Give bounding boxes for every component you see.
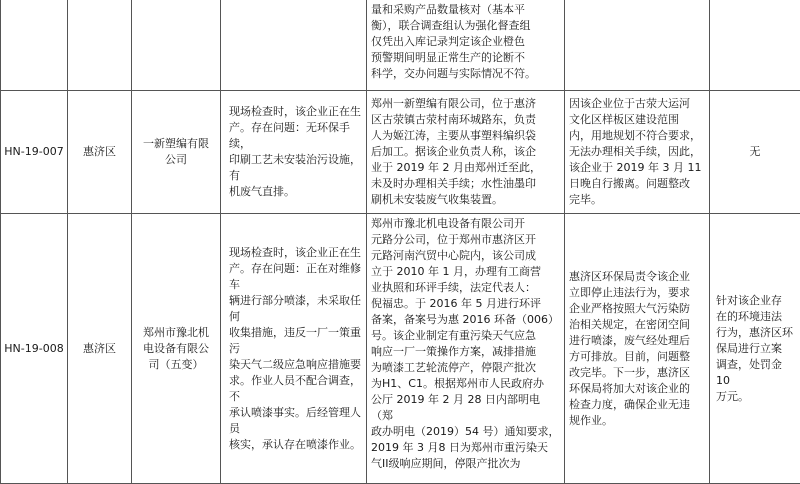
- finding-cell: 现场检查时，该企业正在生 产。存在问题：无环保手续， 印刷工艺未安装治污设施，有 机废气直排。: [221, 91, 367, 214]
- table-row: [1, 0, 800, 91]
- district-cell: 惠济区: [68, 91, 132, 214]
- investigation-cell: 量和采购产品数量核对（基本平 衡），联合调查组认为强化督查组 仅凭出入库记录判定该企业橙色 预警期间明显正常生产的论断不 科学，交办问题与实际情况不符。: [367, 0, 565, 91]
- finding-cell: [221, 0, 367, 91]
- table-row: [1, 214, 800, 484]
- table-row: [1, 91, 800, 214]
- company-cell: [132, 0, 221, 91]
- finding-cell: 现场检查时，该企业正在生 产。存在问题：正在对维修车 辆进行部分喷漆，未采取任何 收集措施，违反一厂一策重污 染天气二级应急响应措施要 求。作业人员不配合调查，不 承认喷漆事实。后经管理人员 核实，承认存在喷漆作业。: [221, 214, 367, 484]
- rectification-cell: [565, 0, 710, 91]
- district-cell: [68, 0, 132, 91]
- case-id-cell: HN-19-007: [1, 91, 68, 214]
- investigation-cell: 郑州市豫北机电设备有限公司开 元路分公司，位于郑州市惠济区开 元路河南汽贸中心院内，该公司成 立于 2010 年 1 月，办理有工商营 业执照和环评手续，法定代表人： 倪福忠。于 2016 年 5 月进行环评 备案，备案号为惠 2016 环备（006） 号。该企业制定有重污染天气应急 响应一厂一策操作方案，减排措施 为喷漆工艺轮流停产，停限产批次 为H1、C1。根据郑州市人民政府办 公厅 2019 年 2 月 28 日内部明电（郑 政办明电（2019）54 号）通知要求， 2019 年 3 月8 日为郑州市重污染天 气II级响应期间，停限产批次为: [367, 214, 565, 484]
- company-cell: 一新塑编有限 公司: [132, 91, 221, 214]
- district-cell: 惠济区: [68, 214, 132, 484]
- company-cell: 郑州市豫北机 电设备有限公 司（五变）: [132, 214, 221, 484]
- case-id-cell: [1, 0, 68, 91]
- case-id-cell: HN-19-008: [1, 214, 68, 484]
- investigation-cell: 郑州一新塑编有限公司，位于惠济 区古荥镇古荥村南环城路东，负责 人为姬江涛，主要从事塑料编织袋 后加工。据该企业负责人称，该企 业于 2019 年 2 月由郑州迁至此， 未及时办理相关手续；水性油墨印 刷机未安装废气收集装置。: [367, 91, 565, 214]
- accountability-cell: 针对该企业存 在的环境违法 行为，惠济区环 保局进行立案 调查，处罚金 10 万元。: [710, 214, 800, 484]
- rectification-cell: 惠济区环保局责令该企业 立即停止违法行为，要求 企业严格按照大气污染防 治相关规定，在密闭空间 进行喷漆，废气经处理后 方可排放。目前，问题整 改完毕。下一步，惠济区 环保局将加大对该企业的 检查力度，确保企业无违 规作业。: [565, 214, 710, 484]
- accountability-cell: [710, 0, 800, 91]
- rectification-cell: 因该企业位于古荥大运河 文化区样板区建设范围 内，用地规划不符合要求， 无法办理相关手续，因此， 该企业于 2019 年 3 月 11 日晚自行搬离。问题整改 完毕。: [565, 91, 710, 214]
- accountability-cell: 无: [710, 91, 800, 214]
